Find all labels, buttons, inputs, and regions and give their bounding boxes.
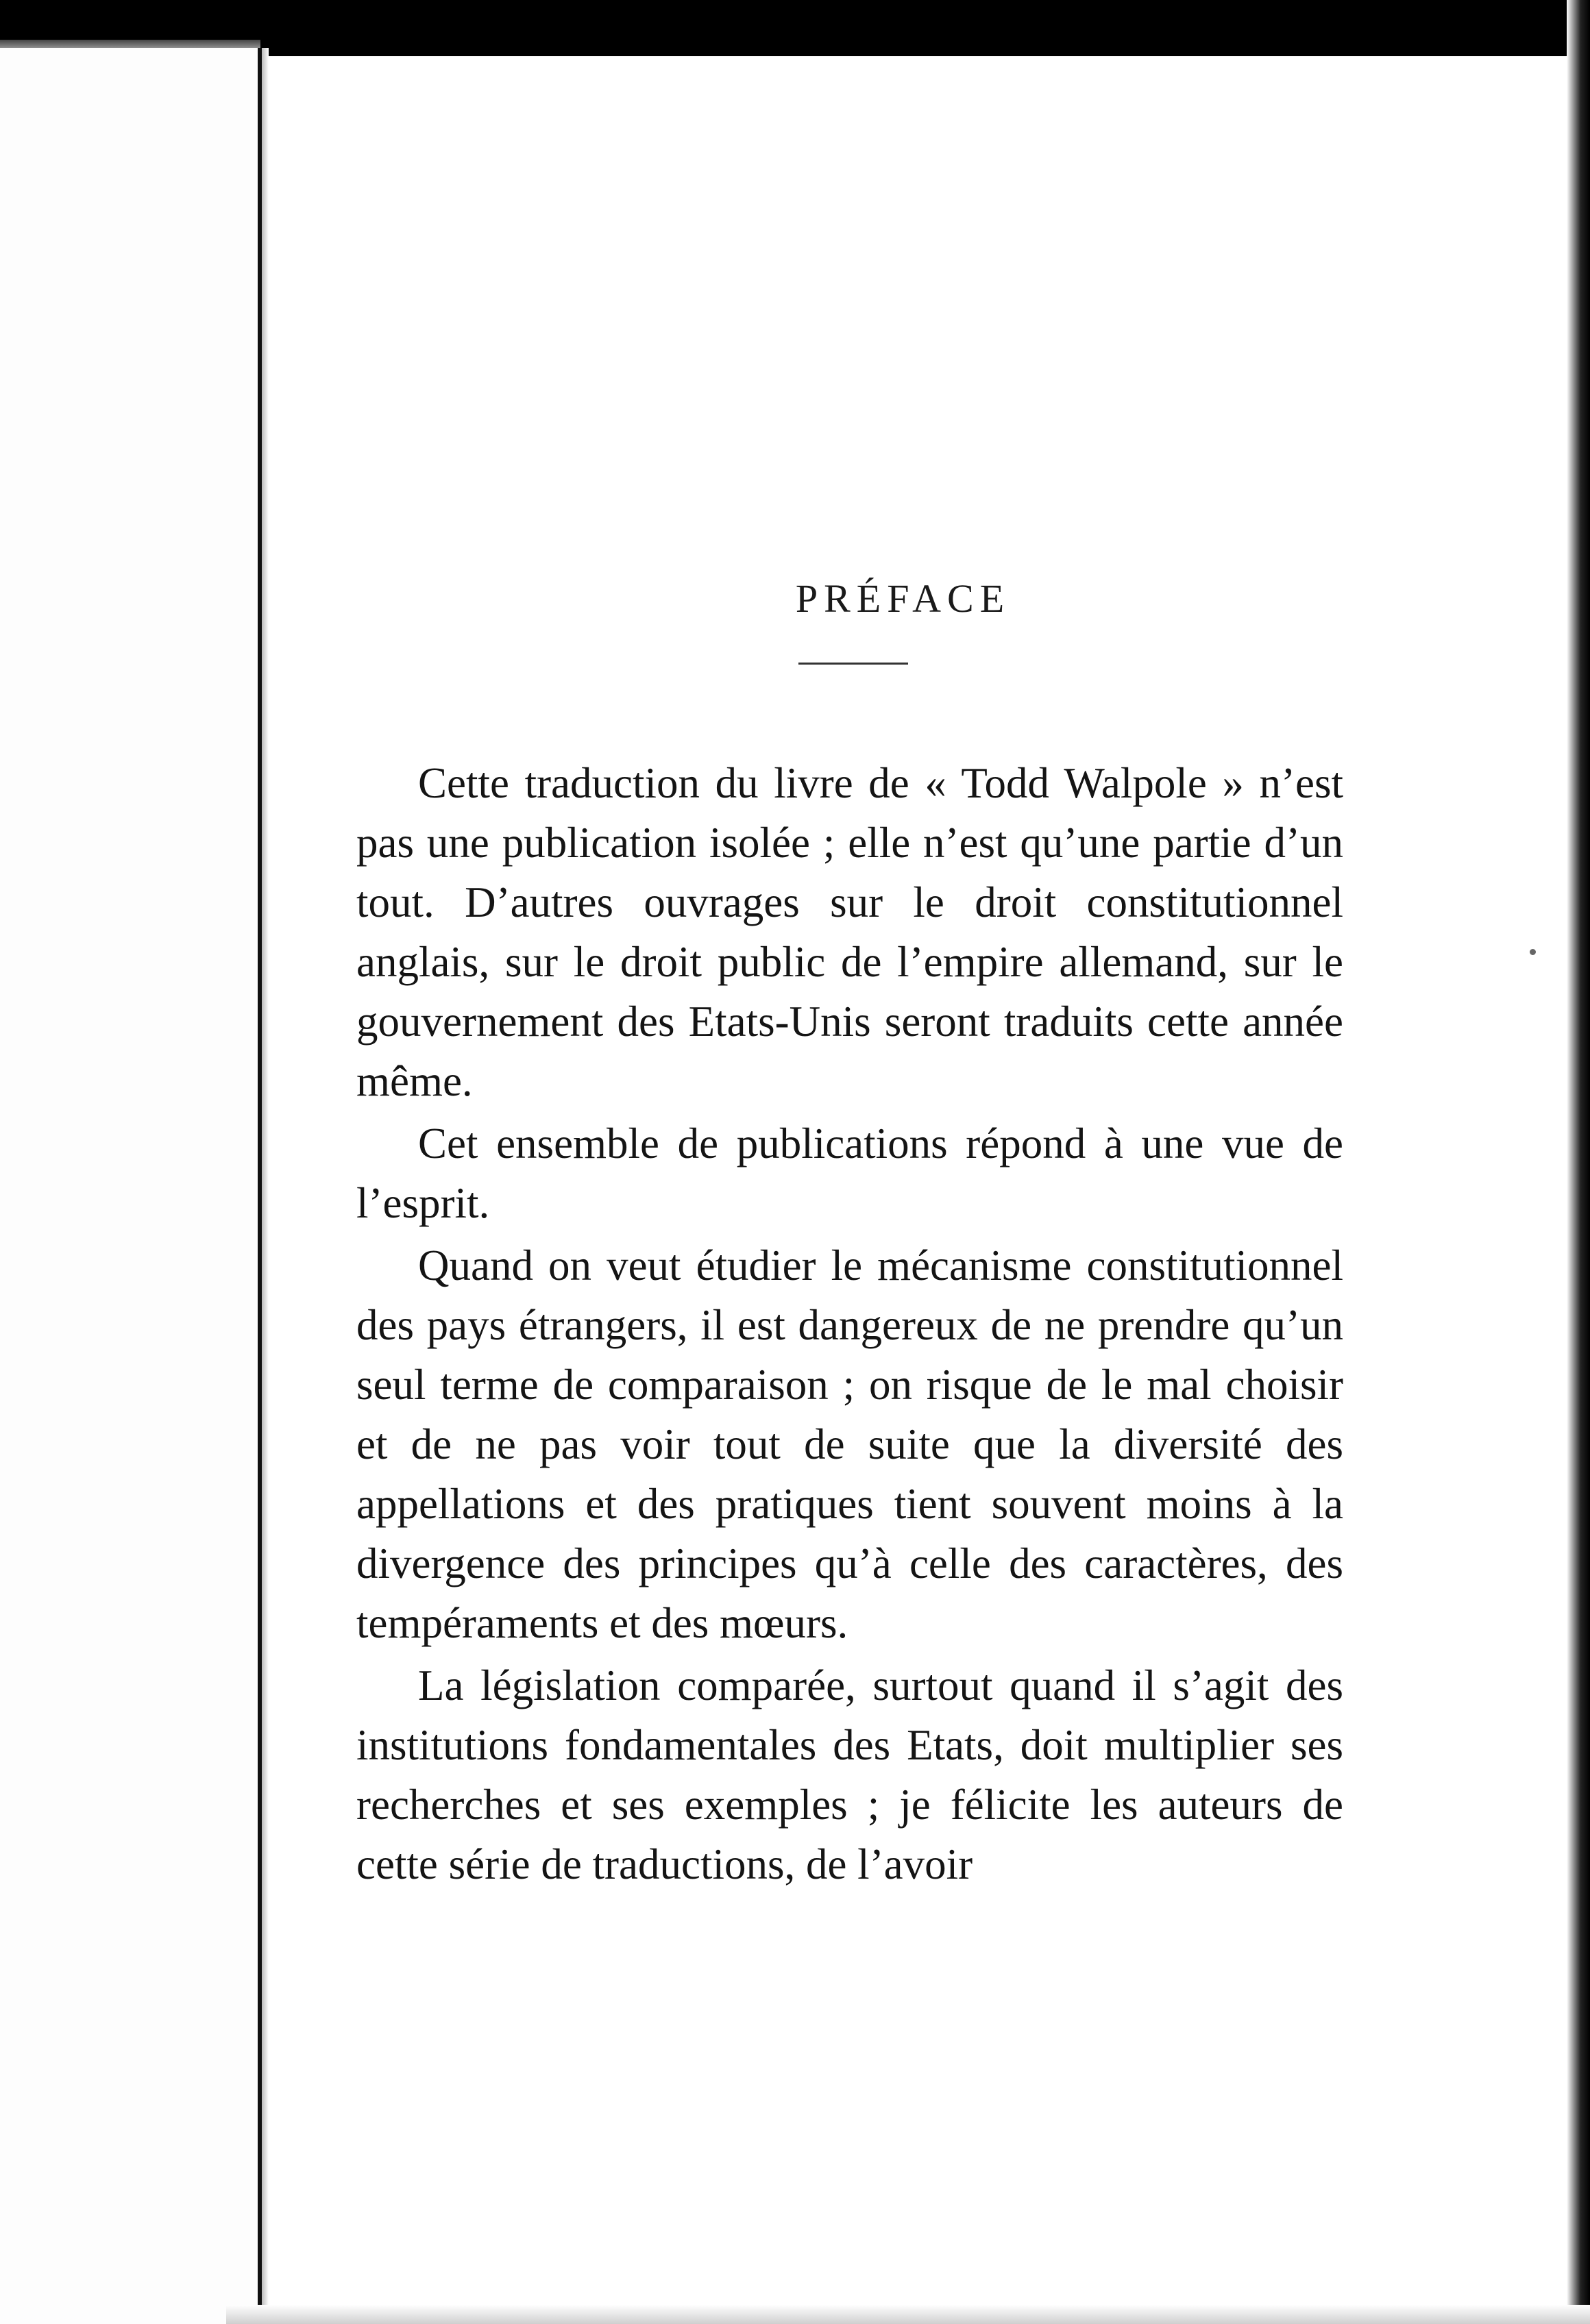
paragraph-3: Quand on veut étudier le mécanisme constitutionnel des pays étrangers, il est dangereux de ne prendre qu’un seul terme de comparaison ; on risque de le mal choisir et de ne pas voir tout de suite que la diversité des appellations et des pratiques tient souvent moins à la divergence des principes qu’à celle des caractères, des tempéraments et des mœurs. [356, 1241, 1343, 1647]
paragraph-4: La législation comparée, surtout quand il s’agit des institutions fondamentales des Etats, doit multiplier ses recherches et ses exemples ; je félicite les auteurs de cette série de traductions, de l’avoir [356, 1661, 1343, 1888]
title-rule [798, 663, 908, 665]
page-bottom-edge [226, 2305, 1590, 2324]
facing-page-edge [0, 48, 259, 2324]
page-title: PRÉFACE [795, 576, 1011, 621]
scanner-right-border [1567, 0, 1590, 2324]
paragraph-2: Cet ensemble de publications répond à une vue de l’esprit. [356, 1120, 1343, 1227]
gutter-shadow [262, 48, 269, 2324]
paragraph-1: Cette traduction du livre de « Todd Walpole » n’est pas une publication isolée ; elle n’est qu’une partie d’un tout. D’autres ouvrages sur le droit constitutionnel anglais, sur le droit public de l’empire allemand, sur le gouvernement des Etats-Unis seront traduits cette année même. [356, 759, 1343, 1105]
dust-speck [1530, 949, 1536, 955]
page-text-block [356, 576, 1343, 1897]
